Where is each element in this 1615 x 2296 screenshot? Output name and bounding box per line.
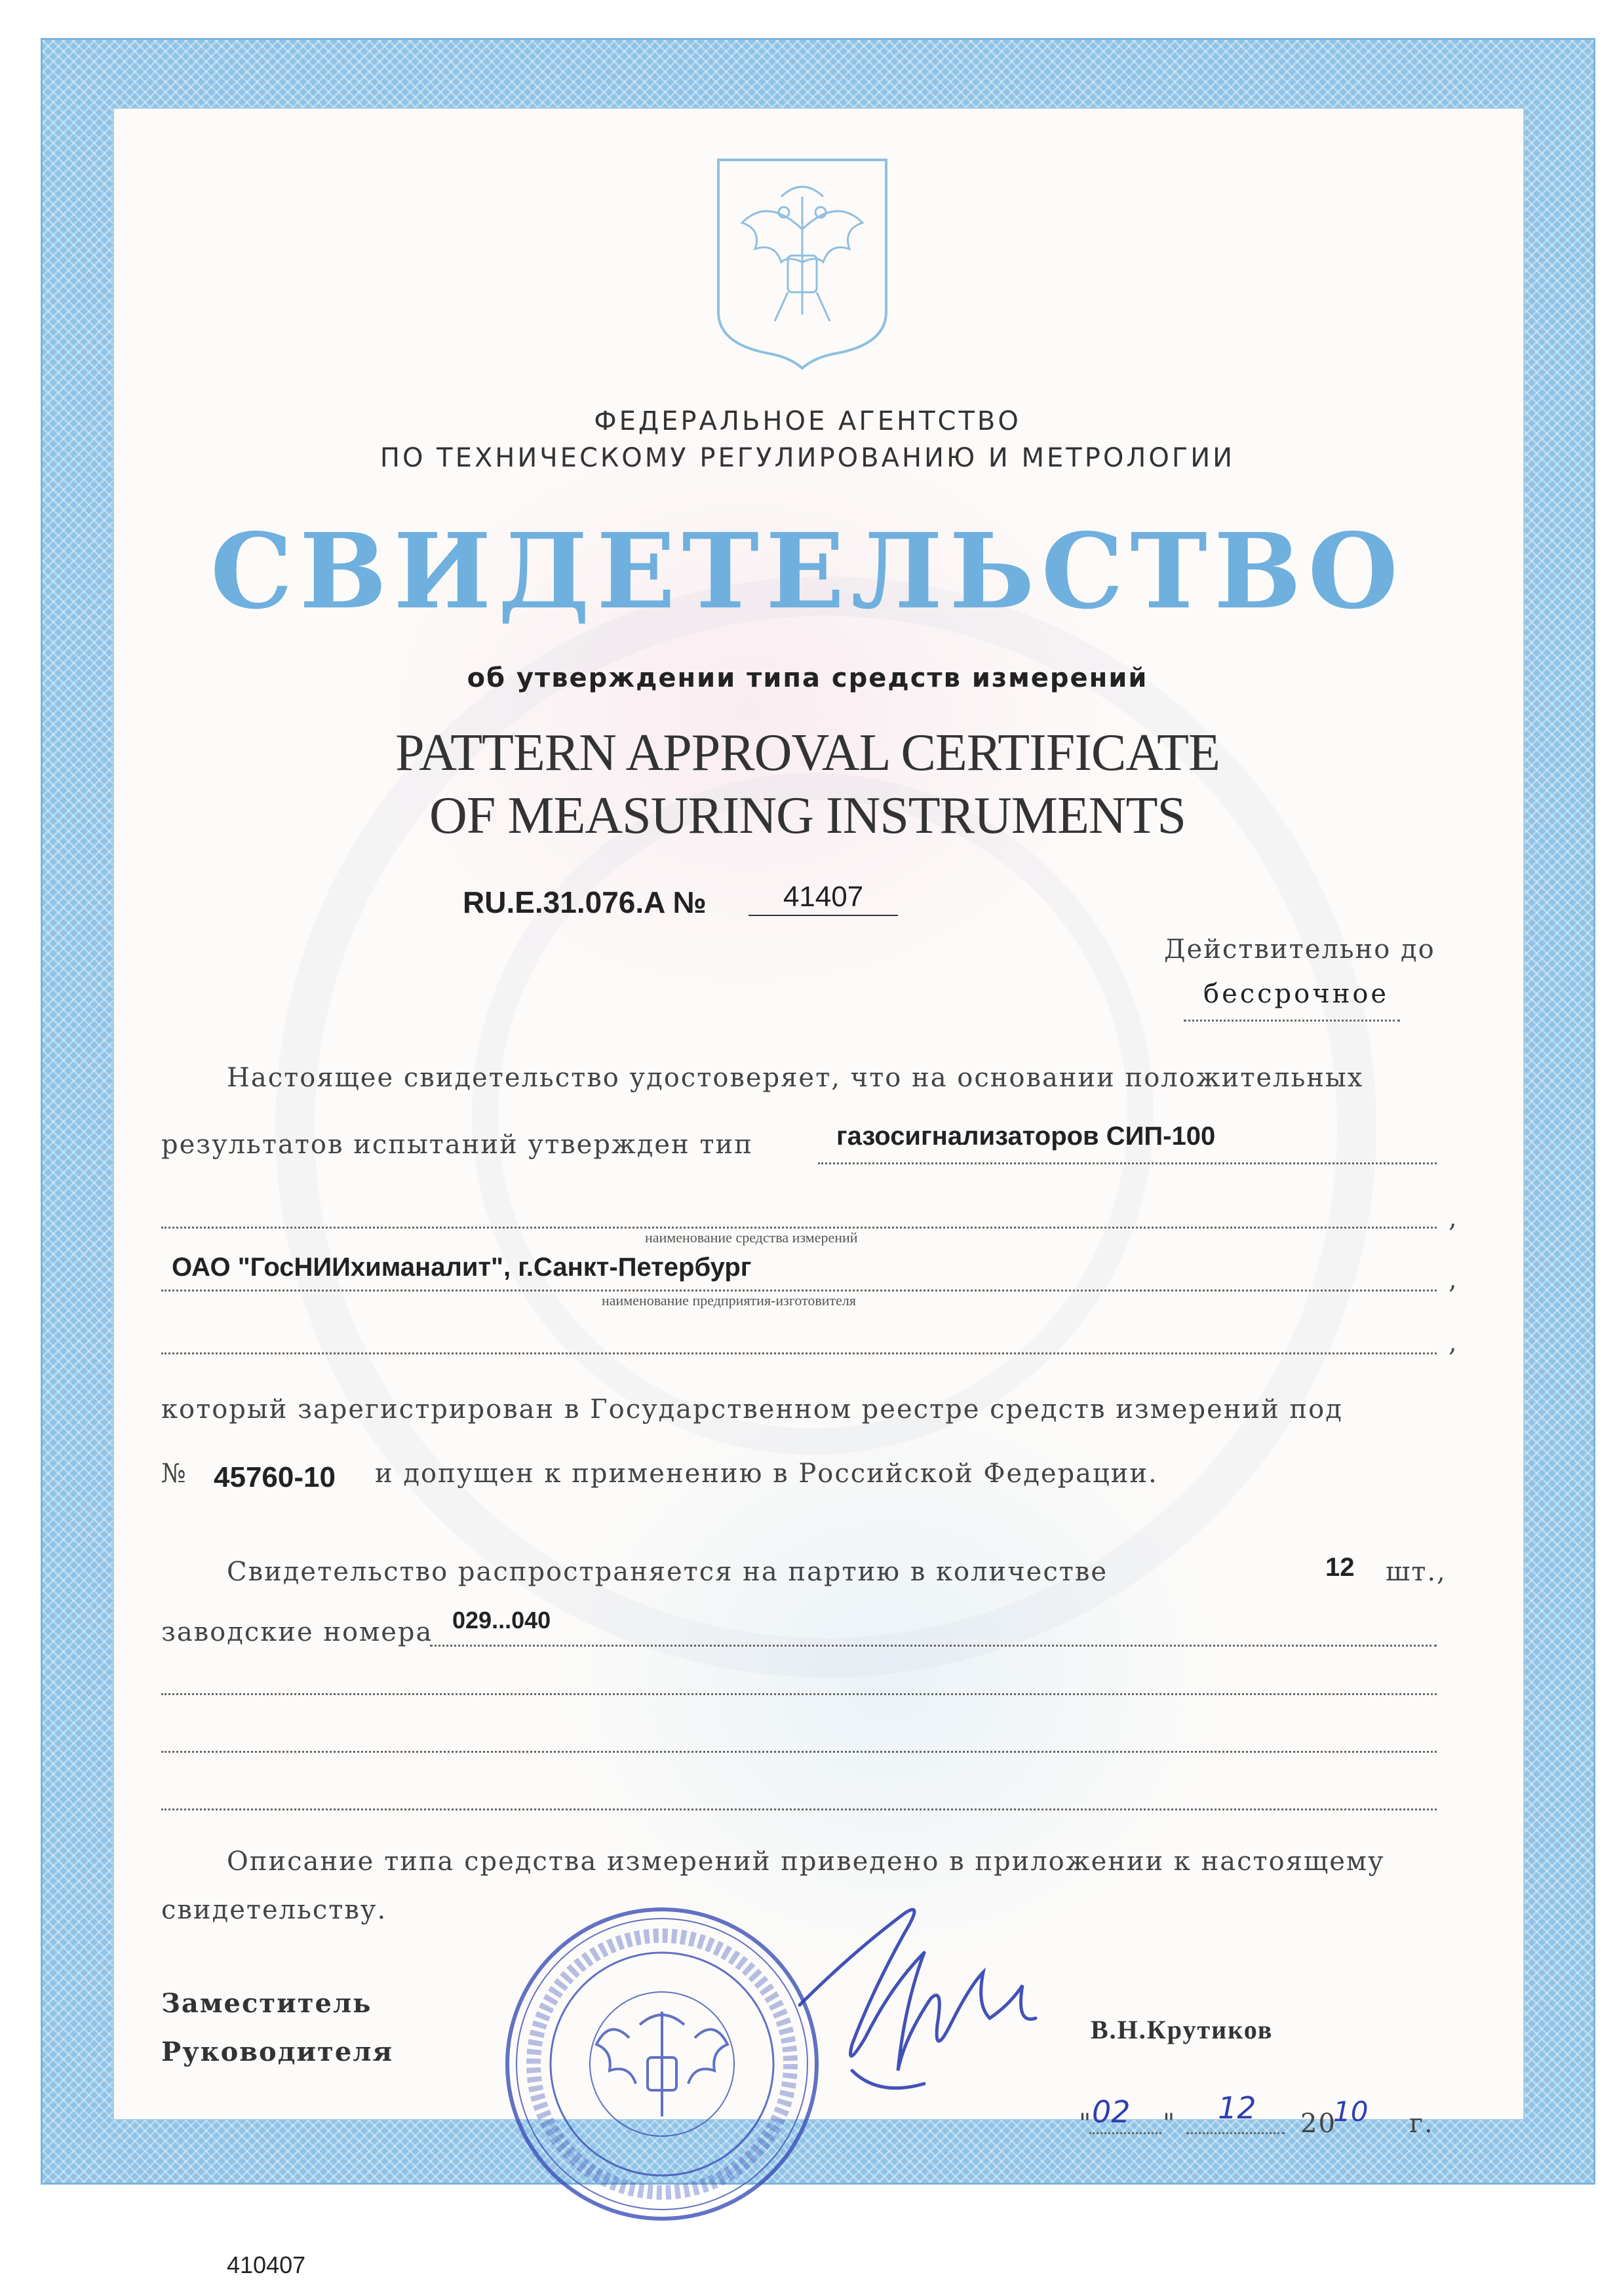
registry-number: 45760-10 [214,1461,336,1493]
signatory-name: В.Н.Крутиков [1091,2015,1274,2044]
body-paragraph-line1: Настоящее свидетельство удостоверяет, что на основании положительных [227,1063,1364,1093]
manufacturer-name: ОАО "ГосНИИхиманалит", г.Санкт-Петербург [172,1253,752,1282]
certificate-number: 41407 [749,881,898,916]
date-year-marker: г. [1409,2109,1434,2139]
handwritten-signature [773,1874,1075,2123]
date-close-quote: " [1163,2109,1177,2139]
manufacturer-dots-2 [161,1352,1437,1354]
agency-name-line1: ФЕДЕРАЛЬНОЕ АГЕНТСТВО [594,406,1021,436]
registry-line: который зарегистрирован в Государственном реестре средств измерений под [161,1394,1343,1425]
certificate-prefix: RU.E.31.076.A № [463,885,707,919]
date-open-quote: " [1079,2109,1093,2139]
serials-label: заводские номера [161,1617,433,1647]
date-day-dots [1089,2132,1161,2134]
certificate-title: СВИДЕТЕЛЬСТВО [210,511,1405,632]
instrument-name-dots [818,1162,1437,1164]
comma-1: , [1449,1203,1458,1233]
signatory-role-line2: Руководителя [161,2037,394,2067]
caption-instrument: наименование средства измерений [645,1229,858,1246]
instrument-name-dots-2 [161,1227,1437,1229]
certificate-subtitle: об утверждении типа средств измерений [467,663,1148,693]
coat-of-arms-emblem [716,157,889,371]
instrument-name: газосигнализаторов СИП-100 [836,1122,1216,1151]
date-year-suffix: 10 [1333,2095,1369,2128]
manufacturer-dots [161,1290,1437,1292]
serials-dots-4 [161,1808,1437,1810]
date-day: 02 [1092,2094,1131,2130]
serials-dots-1 [430,1645,1437,1647]
signatory-role-line1: Заместитель [161,1988,372,2019]
english-title-line2: OF MEASURING INSTRUMENTS [429,787,1186,845]
batch-unit: шт., [1386,1557,1447,1587]
validity-underline [1184,1020,1400,1022]
comma-2: , [1449,1265,1458,1295]
serials-dots-3 [161,1751,1437,1753]
batch-quantity: 12 [1325,1553,1355,1582]
description-line1: Описание типа средства измерений приведено в приложении к настоящему [227,1846,1385,1877]
comma-3: , [1449,1328,1458,1358]
serials-value: 029...040 [452,1607,551,1634]
validity-label: Действительно до [1164,934,1435,965]
serials-dots-2 [161,1693,1437,1695]
description-line2: свидетельству. [161,1895,387,1925]
english-title-line1: PATTERN APPROVAL CERTIFICATE [395,724,1220,782]
batch-line: Свидетельство распространяется на партию в количестве [227,1557,1108,1587]
date-month: 12 [1218,2090,1256,2126]
agency-name-line2: ПО ТЕХНИЧЕСКОМУ РЕГУЛИРОВАНИЮ И МЕТРОЛОГИИ [379,443,1236,473]
registry-prefix: № [161,1459,187,1489]
registry-suffix: и допущен к применению в Российской Федерации. [375,1459,1158,1489]
date-year-prefix: 20 [1300,2109,1336,2139]
validity-value: бессрочное [1203,979,1390,1009]
date-month-dots [1186,2132,1285,2134]
body-paragraph-line2: результатов испытаний утвержден тип [161,1130,753,1160]
footer-serial-number: 410407 [227,2251,306,2278]
caption-manufacturer: наименование предприятия-изготовителя [602,1292,856,1309]
